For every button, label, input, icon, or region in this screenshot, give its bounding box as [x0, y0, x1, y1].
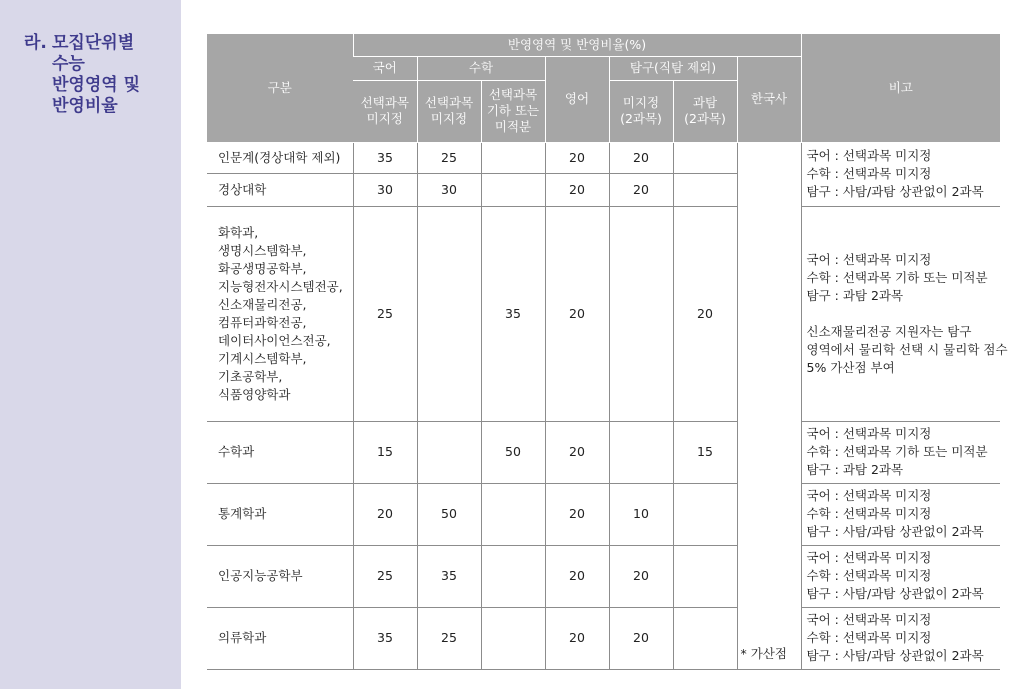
section-title-line: 수능 — [52, 54, 85, 74]
section-number: 라. — [24, 33, 47, 53]
cell-inquiry-sci — [673, 607, 737, 669]
header-math-any: 선택과목 미지정 — [417, 80, 481, 142]
cell-english: 20 — [545, 607, 609, 669]
remark-line: 국어 : 선택과목 미지정 — [806, 148, 932, 163]
section-title-line: 반영비율 — [52, 96, 118, 116]
cell-inquiry-sci — [673, 483, 737, 545]
remark-line: 수학 : 선택과목 기하 또는 미적분 — [806, 269, 988, 285]
cell-remarks — [801, 545, 1000, 607]
section-title — [24, 33, 174, 117]
cell-remarks — [801, 421, 1000, 483]
row-category — [207, 142, 353, 173]
cell-math-geo: 50 — [481, 421, 545, 483]
cell-korean: 35 — [353, 142, 417, 173]
cell-remarks — [801, 607, 1000, 669]
table-row — [207, 206, 1000, 421]
remark-line: 탐구 : 사탐/과탐 상관없이 2과목 — [806, 586, 984, 601]
cell-math-any: 30 — [417, 173, 481, 206]
cell-korean: 25 — [353, 545, 417, 607]
header-remarks: 비고 — [801, 34, 1000, 142]
cell-remarks — [801, 483, 1000, 545]
remark-line: 국어 : 선택과목 미지정 — [806, 612, 932, 627]
category-line: 인공지능공학부 — [218, 568, 303, 583]
table-row — [207, 142, 1000, 173]
remark-line: 탐구 : 사탐/과탐 상관없이 2과목 — [806, 184, 984, 199]
cell-inquiry-sci — [673, 545, 737, 607]
cell-inquiry-any: 20 — [609, 173, 673, 206]
cell-inquiry-sci — [673, 173, 737, 206]
cell-math-geo: 35 — [481, 206, 545, 421]
category-line: 통계학과 — [218, 506, 267, 521]
remark-line: 수학 : 선택과목 미지정 — [806, 166, 932, 181]
remark-line: 수학 : 선택과목 미지정 — [806, 506, 932, 521]
cell-math-geo — [481, 483, 545, 545]
cell-english: 20 — [545, 421, 609, 483]
category-line: 수학과 — [218, 444, 255, 459]
cell-inquiry-any — [609, 206, 673, 421]
cell-inquiry-sci — [673, 142, 737, 173]
cell-english: 20 — [545, 206, 609, 421]
header-korean-sub: 선택과목 미지정 — [353, 80, 417, 142]
sidebar-panel — [0, 0, 181, 689]
remark-line: 탐구 : 과탐 2과목 — [806, 462, 904, 477]
category-line: 화학과, — [218, 224, 259, 240]
row-category — [207, 545, 353, 607]
cell-english: 20 — [545, 142, 609, 173]
cell-inquiry-any: 20 — [609, 607, 673, 669]
header-korean: 국어 — [353, 56, 417, 80]
cell-math-any: 35 — [417, 545, 481, 607]
row-category — [207, 607, 353, 669]
table-header — [207, 34, 1000, 142]
table-row — [207, 421, 1000, 483]
cell-inquiry-any: 20 — [609, 142, 673, 173]
row-category — [207, 173, 353, 206]
remark-line: 국어 : 선택과목 미지정 — [806, 488, 932, 503]
remark-line: 신소재물리전공 지원자는 탐구 — [806, 323, 972, 339]
remark-line: 5% 가산점 부여 — [806, 359, 895, 375]
remark-line: 탐구 : 사탐/과탐 상관없이 2과목 — [806, 648, 984, 663]
category-line: 경상대학 — [218, 181, 267, 197]
table-body — [207, 142, 1008, 669]
category-line: 화공생명공학부, — [218, 260, 307, 276]
cell-math-geo — [481, 607, 545, 669]
header-inquiry: 탐구(직탐 제외) — [609, 56, 737, 80]
remark-line: 수학 : 선택과목 미지정 — [806, 568, 932, 583]
cell-english: 20 — [545, 483, 609, 545]
cell-korean: 35 — [353, 607, 417, 669]
remark-line: 국어 : 선택과목 미지정 — [806, 251, 932, 267]
cell-remarks — [801, 206, 1008, 421]
row-category — [207, 421, 353, 483]
category-line: 신소재물리전공, — [218, 296, 307, 312]
cell-inquiry-any: 20 — [609, 545, 673, 607]
remark-line: 영역에서 물리학 선택 시 물리학 점수 — [806, 341, 1008, 357]
category-line: 기계시스템학부, — [218, 350, 307, 366]
cell-math-geo — [481, 173, 545, 206]
remark-line: 수학 : 선택과목 기하 또는 미적분 — [806, 444, 988, 459]
category-line: 기초공학부, — [218, 368, 283, 384]
header-inquiry-any: 미지정 (2과목) — [609, 80, 673, 142]
cell-math-any: 25 — [417, 607, 481, 669]
header-math-geo: 선택과목 기하 또는 미적분 — [481, 80, 545, 142]
category-line: 식품영양학과 — [218, 386, 291, 402]
row-category — [207, 483, 353, 545]
cell-inquiry-any: 10 — [609, 483, 673, 545]
header-category: 구분 — [207, 34, 353, 142]
section-title-line: 반영영역 및 — [52, 75, 141, 95]
category-line: 컴퓨터과학전공, — [218, 314, 307, 330]
cell-english: 20 — [545, 173, 609, 206]
cell-math-any — [417, 206, 481, 421]
table-row — [207, 607, 1000, 669]
header-group: 반영영역 및 반영비율(%) — [353, 34, 801, 56]
cell-inquiry-any — [609, 421, 673, 483]
remark-line: 탐구 : 사탐/과탐 상관없이 2과목 — [806, 524, 984, 539]
category-line: 의류학과 — [218, 630, 267, 645]
cell-math-any — [417, 421, 481, 483]
cell-inquiry-sci: 15 — [673, 421, 737, 483]
cell-korean: 30 — [353, 173, 417, 206]
cell-history: * 가산점 — [737, 142, 801, 669]
remark-spacer — [807, 305, 1001, 323]
remark-line: 국어 : 선택과목 미지정 — [806, 426, 932, 441]
cell-korean: 15 — [353, 421, 417, 483]
remark-line: 수학 : 선택과목 미지정 — [806, 630, 932, 645]
cell-math-any: 50 — [417, 483, 481, 545]
cell-math-any: 25 — [417, 142, 481, 173]
row-category — [207, 206, 353, 421]
header-inquiry-sci: 과탐 (2과목) — [673, 80, 737, 142]
remark-line: 탐구 : 과탐 2과목 — [806, 287, 904, 303]
cell-math-geo — [481, 142, 545, 173]
table-row — [207, 545, 1000, 607]
table-row — [207, 483, 1000, 545]
cell-inquiry-sci: 20 — [673, 206, 737, 421]
admission-ratio-table — [207, 34, 1008, 670]
category-line: 인문계(경상대학 제외) — [218, 149, 341, 165]
category-line: 데이터사이언스전공, — [218, 332, 331, 348]
header-math: 수학 — [417, 56, 545, 80]
header-english: 영어 — [545, 56, 609, 142]
section-title-line1: 라. 모집단위별 — [24, 33, 135, 53]
category-line: 지능형전자시스템전공, — [218, 278, 343, 294]
cell-english: 20 — [545, 545, 609, 607]
cell-math-geo — [481, 545, 545, 607]
cell-korean: 20 — [353, 483, 417, 545]
header-history: 한국사 — [737, 56, 801, 142]
category-line: 생명시스템학부, — [218, 242, 307, 258]
remark-line: 국어 : 선택과목 미지정 — [806, 550, 932, 565]
cell-korean: 25 — [353, 206, 417, 421]
cell-remarks — [801, 142, 1000, 206]
